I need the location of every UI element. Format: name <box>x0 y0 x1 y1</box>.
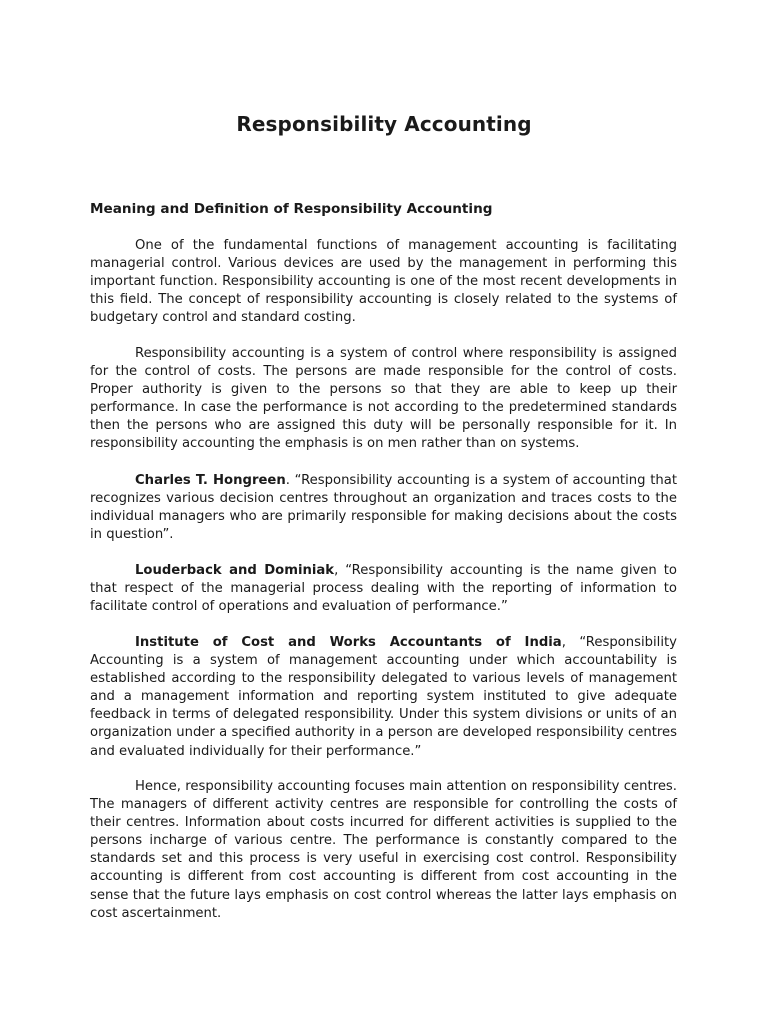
document-title: Responsibility Accounting <box>236 112 532 136</box>
paragraph-definition-system: Responsibility accounting is a system of control where responsibility is assigned for the control of costs. The persons are made responsible for the control of costs. Proper authority is given to the persons so that they are able to keep up their performance. In case the performance is not according to the predetermined standards then the persons who are assigned this duty will be personally responsible for it. In responsibility accounting the emphasis is on men rather than on systems. <box>90 346 677 452</box>
definition-hongreen <box>90 472 677 544</box>
section-heading: Meaning and Definition of Responsibility Accounting <box>90 201 493 217</box>
definition-author: Charles T. Hongreen <box>135 473 286 488</box>
definition-author: Louderback and Dominiak <box>135 563 335 578</box>
definition-author: Institute of Cost and Works Accountants of India <box>135 635 562 650</box>
paragraph-conclusion: Hence, responsibility accounting focuses main attention on responsibility centres. The managers of different activity centres are responsible for controlling the costs of their centres. Information about costs incurred for different activities is supplied to the persons incharge of various centre. The performance is constantly compared to the standards set and this process is very useful in exercising cost control. Responsibility accounting is different from cost accounting is different from cost accounting in the sense that the future lays emphasis on cost control whereas the latter lays emphasis on cost ascertainment. <box>90 779 677 921</box>
definition-louderback-dominiak <box>90 562 677 616</box>
definition-text: , “Responsibility accounting is the name given to that respect of the managerial process dealing with the reporting of information to facilitate control of operations and evaluation of performance.” <box>90 563 678 615</box>
definition-text: , “Responsibility Accounting is a system of management accounting under which accountability is established according to the responsibility delegated to various levels of management and a management information and reporting system instituted to give adequate feedback in terms of delegated responsibility. Under this system divisions or units of an organization under a specified authority in a person are developed responsibility centres and evaluated individually for their performance.” <box>90 635 677 759</box>
definition-text: . “Responsibility accounting is a system of accounting that recognizes various decision centres throughout an organization and traces costs to the individual managers who are primarily responsible for making decisions about the costs in question”. <box>90 473 677 543</box>
definition-icwai <box>90 634 677 761</box>
paragraph-intro: One of the fundamental functions of management accounting is facilitating managerial control. Various devices are used by the management in performing this important function. Responsibility accounting is one of the most recent developments in this field. The concept of responsibility accounting is closely related to the systems of budgetary control and standard costing. <box>90 238 677 326</box>
